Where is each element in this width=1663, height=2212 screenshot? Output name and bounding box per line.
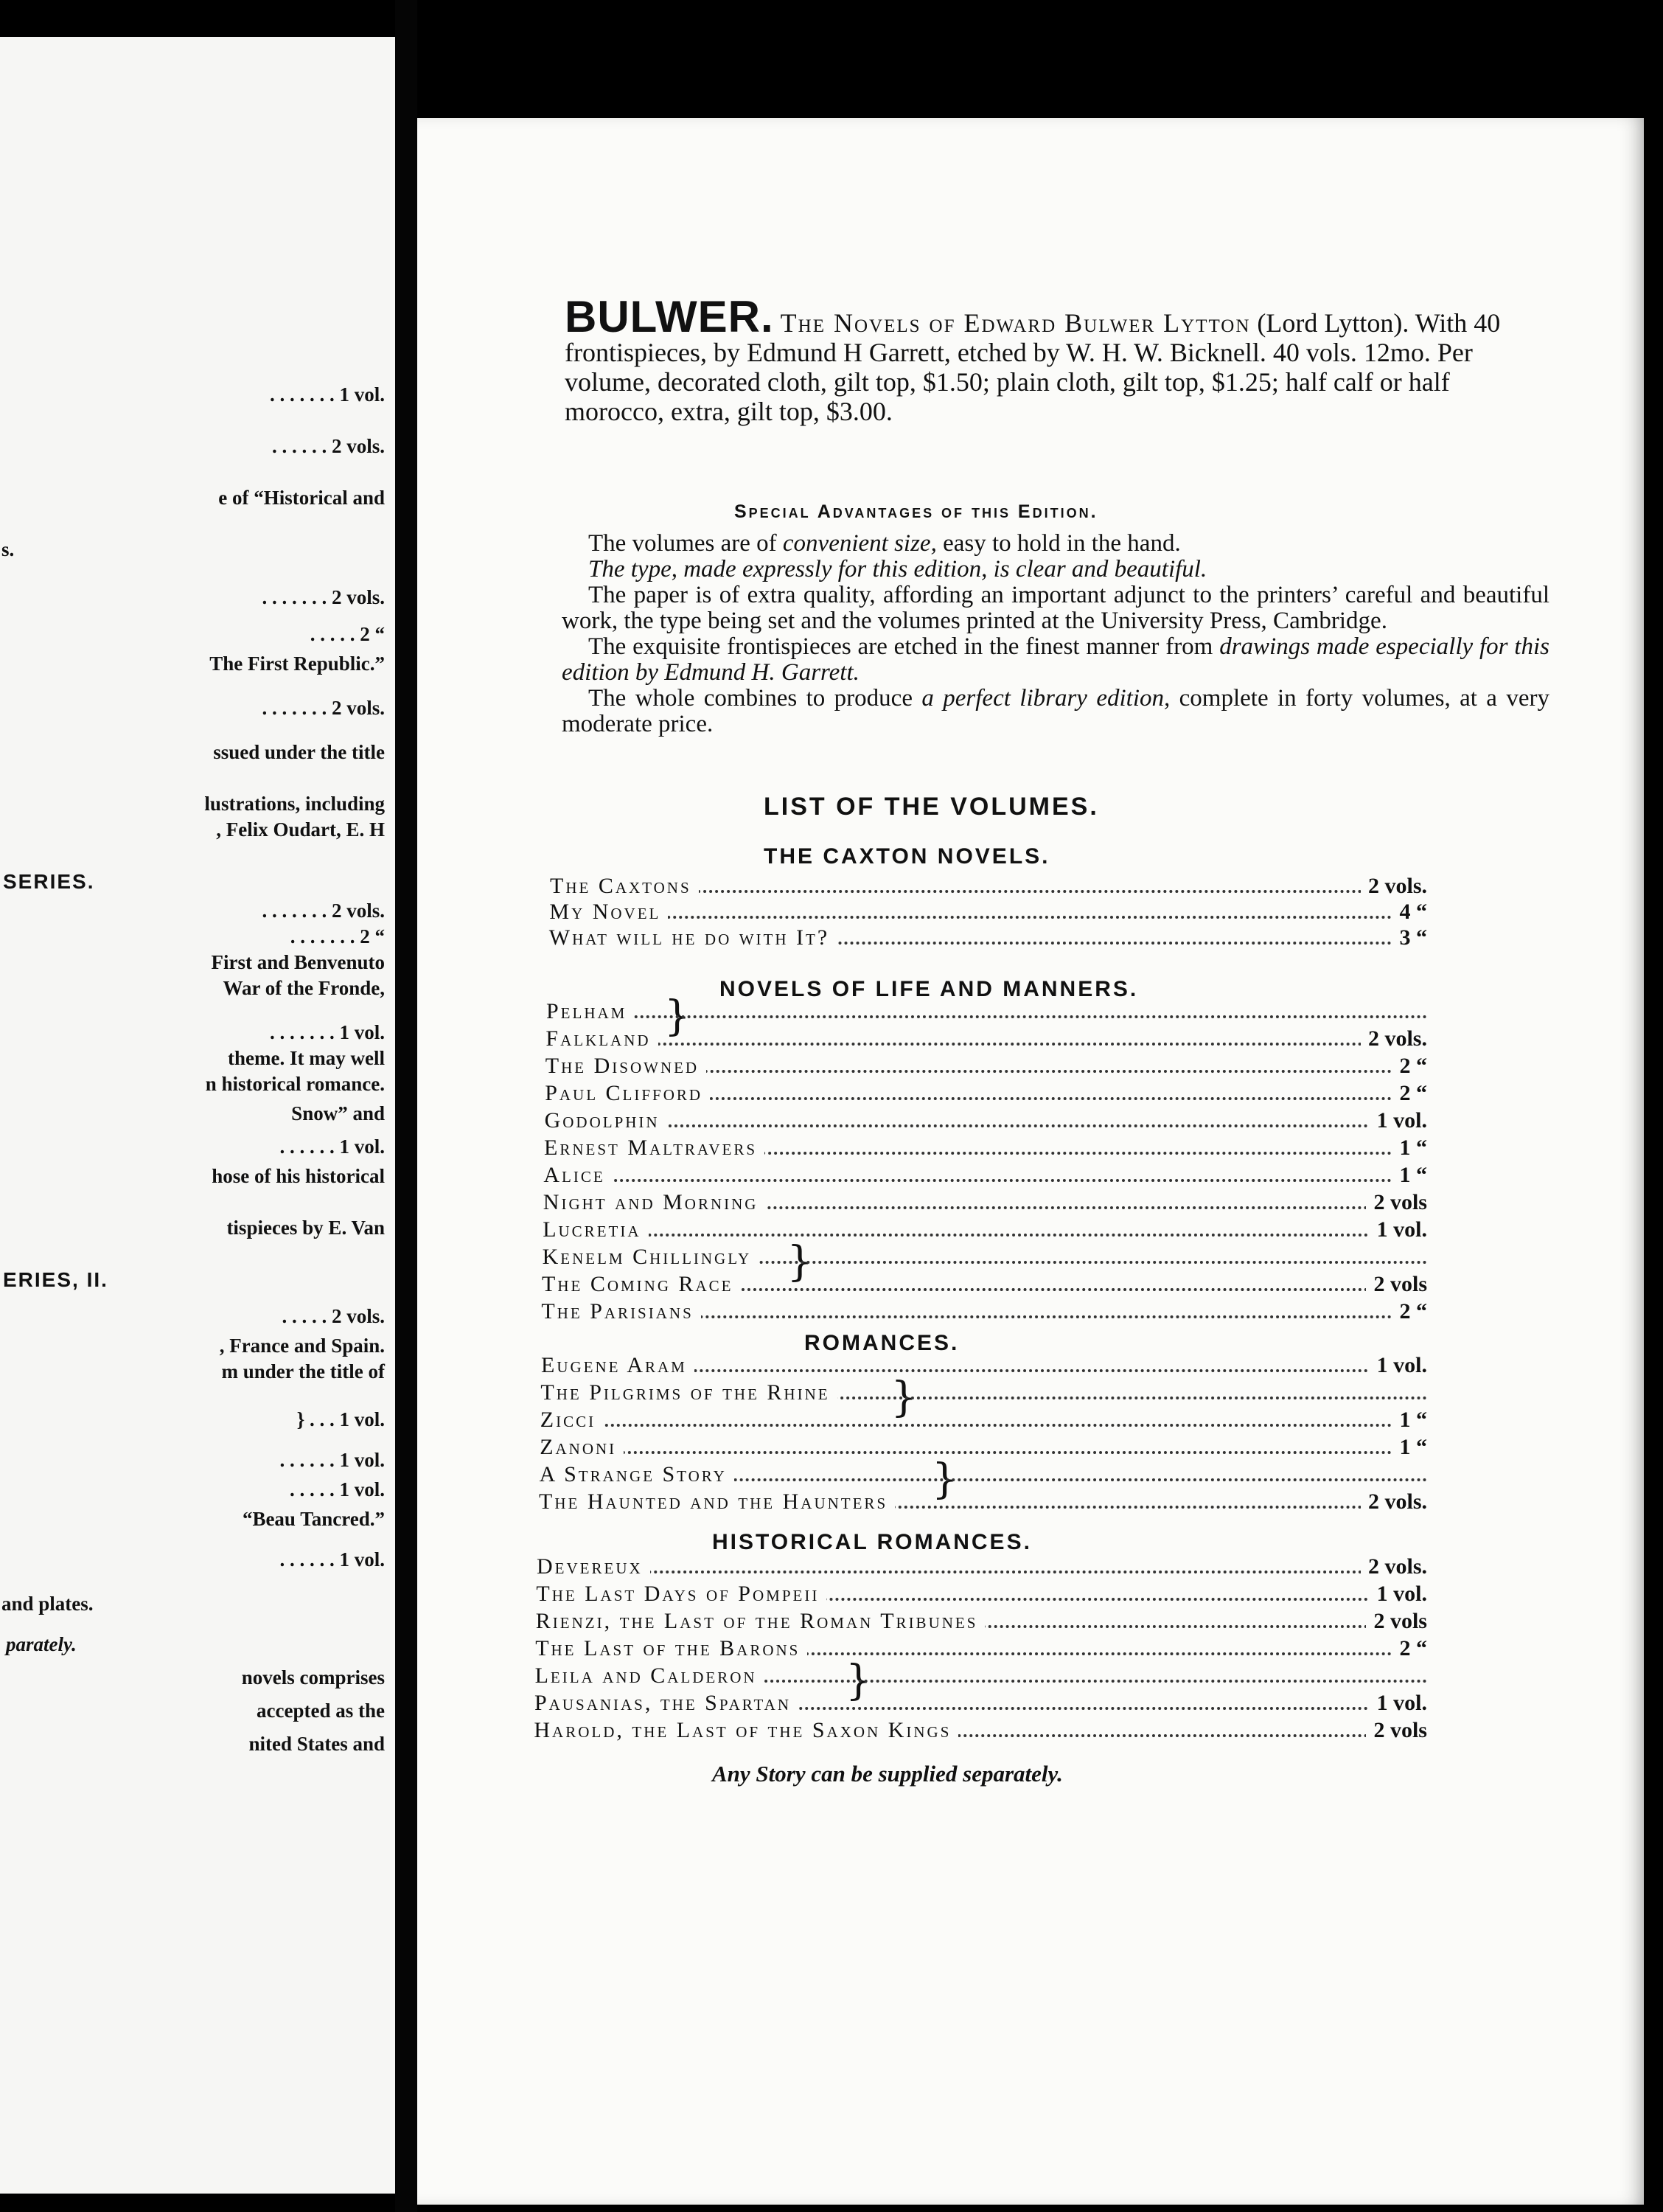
leader-dots xyxy=(546,999,1427,1018)
volume-title: The Coming Race xyxy=(542,1272,741,1297)
volume-row xyxy=(540,1380,1427,1405)
left-page-line: . . . . . 2 vols. xyxy=(282,1305,385,1327)
volume-count: 1 “ xyxy=(1392,1163,1427,1188)
volume-title: A Strange Story xyxy=(540,1462,734,1487)
volume-row xyxy=(541,1353,1427,1378)
volume-row xyxy=(534,1691,1427,1716)
advantage-whole-a: The whole combines to produce xyxy=(588,685,922,712)
left-page-line: . . . . . . 2 vols. xyxy=(271,435,385,457)
volume-count: 1 vol. xyxy=(1370,1108,1427,1133)
volume-title: Pausanias, the Spartan xyxy=(534,1691,798,1716)
advantages-heading: Special Advantages of this Edition. xyxy=(734,501,1098,522)
volume-title: The Last Days of Pompeii xyxy=(536,1582,826,1607)
left-page-line: . . . . . . . 2 vols. xyxy=(262,586,385,608)
left-page xyxy=(0,37,395,2194)
left-page-line: War of the Fronde, xyxy=(223,977,385,999)
left-page-line: Snow” and xyxy=(291,1102,385,1124)
volume-row xyxy=(544,1135,1427,1161)
volume-title: The Haunted and the Haunters xyxy=(539,1489,895,1514)
volume-row xyxy=(535,1663,1427,1688)
volume-row xyxy=(540,1462,1427,1487)
list-heading: LIST OF THE VOLUMES. xyxy=(764,793,1099,821)
volume-title: Eugene Aram xyxy=(541,1353,694,1378)
volume-row xyxy=(542,1272,1427,1297)
volume-row xyxy=(536,1582,1427,1607)
volume-title: My Novel xyxy=(549,900,668,925)
advantage-frontispieces xyxy=(562,634,1549,686)
left-page-line: e of “Historical and xyxy=(218,487,385,509)
grouping-brace: } xyxy=(932,1455,958,1503)
volume-title: Zicci xyxy=(540,1408,603,1433)
advantage-size-b: easy to hold in the hand. xyxy=(936,530,1181,557)
series-title: The Novels of Edward Bulwer Lytton xyxy=(780,308,1251,338)
volume-row xyxy=(545,1026,1427,1051)
volume-row xyxy=(545,1054,1427,1079)
volume-title: Godolphin xyxy=(545,1108,667,1133)
volume-count: 1 vol. xyxy=(1370,1691,1427,1716)
volume-count: 1 vol. xyxy=(1370,1353,1427,1378)
volume-count: 2 “ xyxy=(1392,1054,1427,1079)
volume-title: Paul Clifford xyxy=(545,1081,710,1106)
volume-count: 4 “ xyxy=(1392,900,1427,925)
left-page-line: n historical romance. xyxy=(205,1073,385,1095)
left-series-heading: SERIES. xyxy=(3,870,95,893)
advantage-whole xyxy=(562,686,1549,737)
leader-dots xyxy=(543,1217,1427,1237)
intro-paragraph xyxy=(565,292,1545,426)
left-page-line: . . . . . . 1 vol. xyxy=(279,1449,385,1471)
left-page-line: lustrations, including xyxy=(204,793,385,815)
advantage-size-a: The volumes are of xyxy=(588,530,783,557)
left-page-line: accepted as the xyxy=(257,1700,385,1722)
volume-row xyxy=(540,1435,1427,1460)
advantage-paper: The paper is of extra quality, affording an important adjunct to the printers’ careful and beautiful work, the type being set and the volumes printed at the University Press, Cambridge. xyxy=(562,582,1549,634)
left-page-line: nited States and xyxy=(248,1733,385,1755)
volume-title: The Parisians xyxy=(541,1299,700,1324)
volume-row xyxy=(541,1299,1427,1324)
book-gutter xyxy=(395,0,417,2212)
author-heading: BULWER. xyxy=(565,292,774,341)
grouping-brace: } xyxy=(846,1657,872,1705)
right-page xyxy=(417,118,1644,2205)
grouping-brace: } xyxy=(787,1238,814,1286)
left-series-heading: ERIES, II. xyxy=(3,1268,108,1291)
volume-row xyxy=(543,1245,1427,1270)
left-page-line: . . . . . 2 “ xyxy=(310,623,385,645)
volume-row xyxy=(543,1163,1427,1188)
volume-count: 1 “ xyxy=(1392,1435,1427,1460)
left-page-line: . . . . . . . 1 vol. xyxy=(269,1021,385,1043)
left-page-line: s. xyxy=(1,538,15,560)
volume-title: Ernest Maltravers xyxy=(544,1135,764,1161)
volume-count: 2 “ xyxy=(1392,1636,1427,1661)
left-page-line: First and Benvenuto xyxy=(211,951,385,973)
volume-title: The Disowned xyxy=(545,1054,706,1079)
left-page-line: m under the title of xyxy=(221,1360,385,1382)
volume-count: 1 vol. xyxy=(1370,1217,1427,1242)
leader-dots xyxy=(545,1108,1427,1127)
left-page-line: . . . . . 1 vol. xyxy=(289,1478,385,1500)
volume-row xyxy=(549,900,1427,925)
section-heading: NOVELS OF LIFE AND MANNERS. xyxy=(719,977,1139,1001)
leader-dots xyxy=(540,1408,1427,1427)
section-heading: HISTORICAL ROMANCES. xyxy=(712,1530,1032,1554)
grouping-brace: } xyxy=(664,992,691,1040)
advantage-frontispieces-em: drawings made especially for this edition by Edmund H. Garrett. xyxy=(562,633,1549,686)
section-heading: ROMANCES. xyxy=(804,1331,960,1355)
volume-count: 2 vols xyxy=(1366,1609,1427,1634)
volume-count: 2 vols. xyxy=(1361,874,1427,899)
leader-dots xyxy=(549,900,1427,919)
volume-count: 2 vols. xyxy=(1361,1554,1427,1579)
intro-text: (Lord Lytton). With 40 frontispieces, by Edmund H Garrett, etched by W. H. W. Bicknell. 40 vols. 12mo. Per volume, decorated cloth, gilt top, $1.50; plain cloth, gilt top, $1.25; half calf or half morocco, extra, gilt top, $3.00. xyxy=(565,308,1501,426)
left-page-line: novels comprises xyxy=(241,1666,385,1688)
volume-title: The Last of the Barons xyxy=(535,1636,807,1661)
footer-note: Any Story can be supplied separately. xyxy=(712,1761,1063,1787)
left-page-line: hose of his historical xyxy=(212,1165,385,1187)
volume-count: 2 vols xyxy=(1366,1272,1427,1297)
volume-row xyxy=(543,1190,1427,1215)
left-page-line: . . . . . . . 2 vols. xyxy=(262,900,385,922)
leader-dots xyxy=(537,1554,1427,1573)
volume-row xyxy=(540,1408,1427,1433)
left-page-line: . . . . . . 1 vol. xyxy=(279,1135,385,1158)
advantage-whole-em: a perfect library edition, xyxy=(921,685,1171,712)
advantage-type-em: The type, made expressly for this edition, is clear and beautiful. xyxy=(588,556,1207,582)
left-page-line: . . . . . . . 2 vols. xyxy=(262,697,385,719)
left-page-line: . . . . . . . 2 “ xyxy=(290,925,385,947)
volume-count: 2 vols xyxy=(1366,1718,1427,1743)
volume-title: Kenelm Chillingly xyxy=(543,1245,759,1270)
volume-title: Devereux xyxy=(537,1554,650,1579)
volume-row xyxy=(545,1108,1427,1133)
advantage-frontispieces-a: The exquisite frontispieces are etched in the finest manner from xyxy=(588,633,1220,660)
leader-dots xyxy=(540,1435,1427,1454)
volume-count: 1 “ xyxy=(1392,1135,1428,1161)
left-page-line: theme. It may well xyxy=(228,1047,385,1069)
leader-dots xyxy=(543,1163,1427,1182)
volume-count: 2 vols. xyxy=(1361,1026,1427,1051)
volume-row xyxy=(534,1718,1427,1743)
volume-title: The Pilgrims of the Rhine xyxy=(540,1380,837,1405)
volume-row xyxy=(539,1489,1427,1514)
volume-title: Leila and Calderon xyxy=(535,1663,764,1688)
left-page-line: and plates. xyxy=(1,1593,94,1615)
left-page-line: . . . . . . . 1 vol. xyxy=(269,383,385,406)
volume-title: Pelham xyxy=(546,999,634,1024)
leader-dots xyxy=(545,1026,1427,1046)
volume-title: Rienzi, the Last of the Roman Tribunes xyxy=(536,1609,986,1634)
volume-row xyxy=(537,1554,1427,1579)
section-heading: THE CAXTON NOVELS. xyxy=(764,844,1050,869)
left-page-line: parately. xyxy=(6,1633,77,1655)
volume-count: 3 “ xyxy=(1392,925,1427,950)
volume-title: What will he do with It? xyxy=(549,925,837,950)
volume-count: 2 vols xyxy=(1366,1190,1427,1215)
grouping-brace: } xyxy=(890,1374,918,1422)
volume-row xyxy=(550,874,1427,899)
volume-row xyxy=(543,1217,1427,1242)
volume-title: Falkland xyxy=(545,1026,658,1051)
left-page-line: , Felix Oudart, E. H xyxy=(216,818,385,841)
volume-count: 2 “ xyxy=(1392,1299,1427,1324)
volume-count: 1 “ xyxy=(1392,1408,1427,1433)
left-page-line: } . . . 1 vol. xyxy=(296,1408,385,1430)
left-page-line: , France and Spain. xyxy=(219,1335,385,1357)
volume-title: The Caxtons xyxy=(550,874,699,899)
volume-row xyxy=(545,1081,1427,1106)
volume-title: Alice xyxy=(543,1163,612,1188)
volume-title: Lucretia xyxy=(543,1217,648,1242)
advantage-size-em: convenient size, xyxy=(782,530,937,557)
left-page-line: tispieces by E. Van xyxy=(226,1217,385,1239)
advantage-type xyxy=(562,557,1549,582)
volume-title: Harold, the Last of the Saxon Kings xyxy=(534,1718,958,1743)
volume-title: Zanoni xyxy=(540,1435,624,1460)
volume-row xyxy=(536,1609,1427,1634)
advantage-whole-b: complete in forty volumes, at a very moderate price. xyxy=(562,685,1549,737)
left-page-line: ssued under the title xyxy=(213,741,385,763)
advantage-size xyxy=(562,531,1549,557)
volume-count: 2 “ xyxy=(1392,1081,1427,1106)
left-page-line: The First Republic.” xyxy=(209,653,385,675)
advantages-text xyxy=(562,531,1549,737)
left-page-line: . . . . . . 1 vol. xyxy=(279,1548,385,1571)
volume-row xyxy=(535,1636,1427,1661)
volume-count: 1 vol. xyxy=(1370,1582,1427,1607)
volume-count: 2 vols. xyxy=(1361,1489,1427,1514)
volume-title: Night and Morning xyxy=(543,1190,766,1215)
left-page-line: “Beau Tancred.” xyxy=(242,1508,385,1530)
volume-row xyxy=(549,925,1427,950)
